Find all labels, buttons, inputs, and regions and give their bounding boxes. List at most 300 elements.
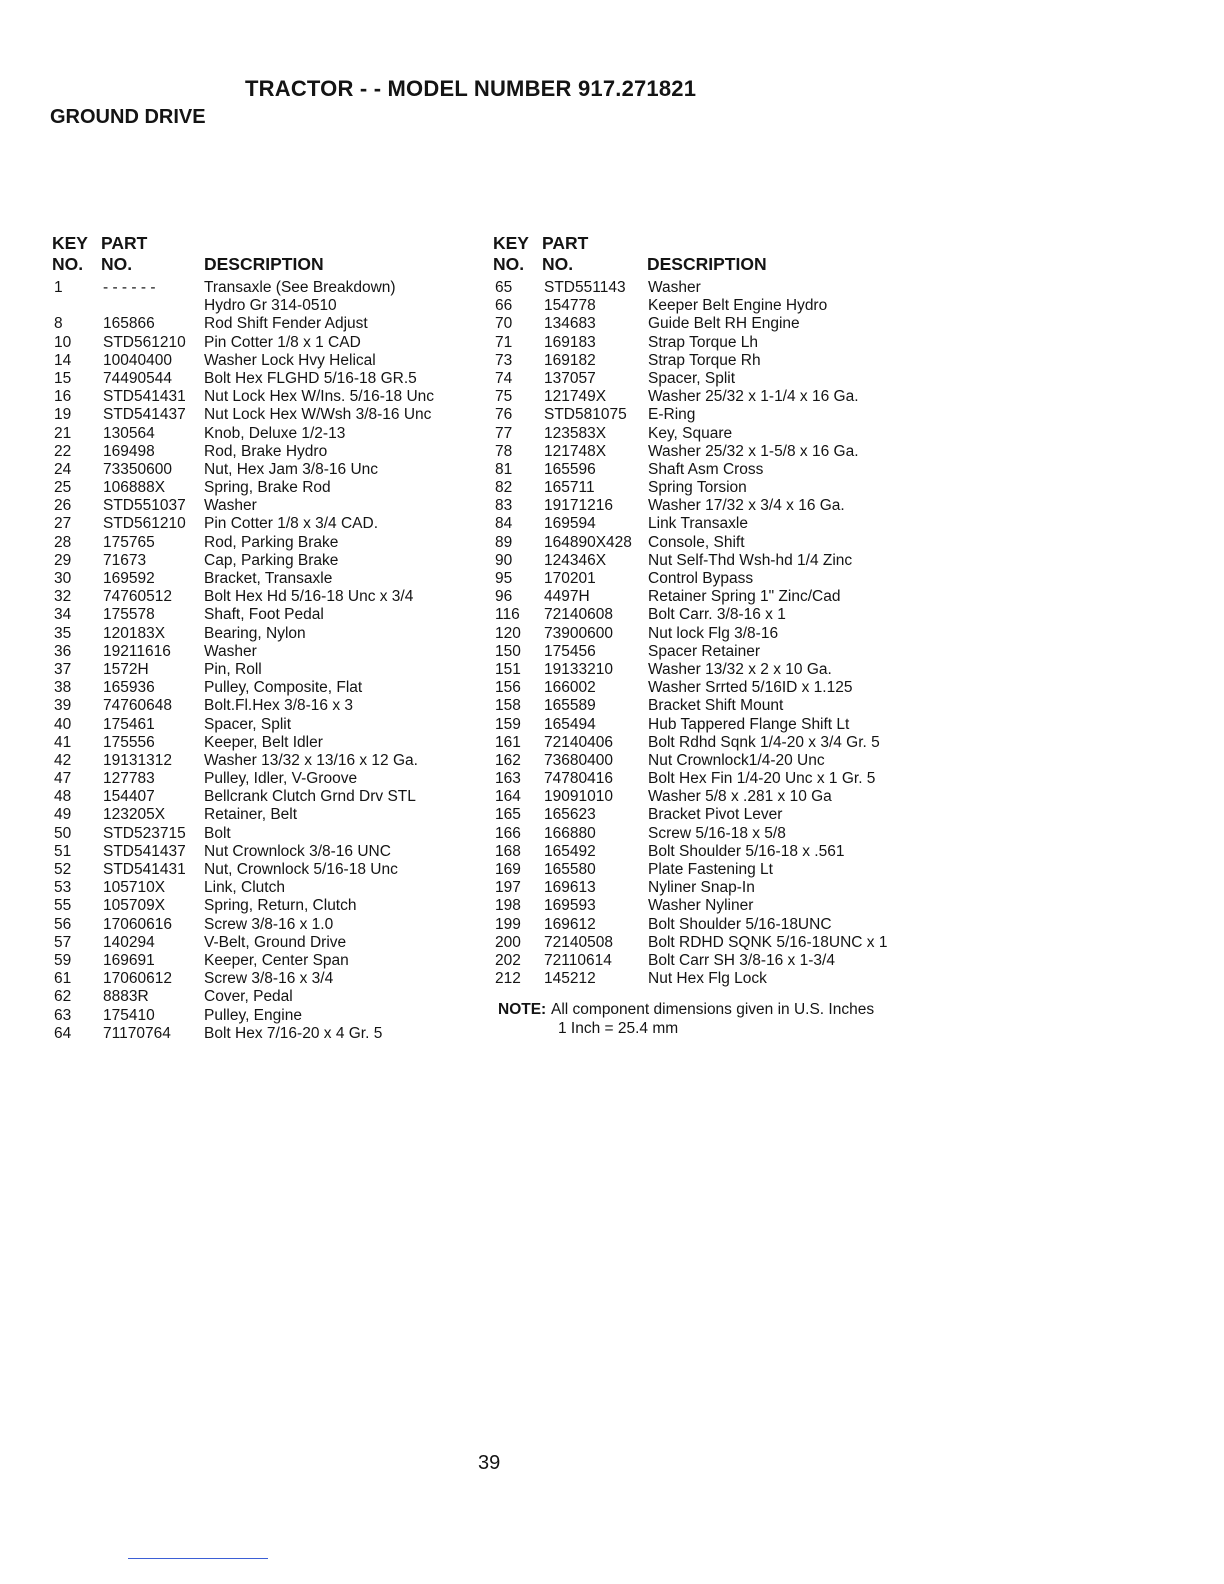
part-number: 175765 — [103, 533, 155, 551]
part-number: STD541431 — [103, 388, 186, 406]
table-row — [493, 806, 933, 824]
part-description: Bolt Hex 7/16-20 x 4 Gr. 5 — [204, 1024, 383, 1042]
key-number: 163 — [495, 770, 521, 788]
key-number: 22 — [54, 442, 72, 460]
key-number: 89 — [495, 533, 513, 551]
table-row — [52, 843, 482, 861]
key-number: 10 — [54, 333, 72, 351]
table-row — [52, 479, 482, 497]
part-number: 124346X — [544, 551, 607, 569]
part-number: 134683 — [544, 315, 596, 333]
key-number: 159 — [495, 715, 521, 733]
table-row — [52, 770, 482, 788]
key-number: 70 — [495, 315, 513, 333]
parts-table-left — [52, 233, 482, 1043]
part-number: 10040400 — [103, 351, 172, 369]
key-number: 65 — [495, 279, 513, 296]
part-description: Bolt Carr. 3/8-16 x 1 — [648, 606, 786, 624]
part-number: 166880 — [544, 824, 596, 842]
table-row — [52, 879, 482, 897]
key-number: 166 — [495, 824, 521, 842]
table-row — [52, 988, 482, 1006]
part-number: 73680400 — [544, 751, 613, 769]
part-number: 72140508 — [544, 933, 613, 951]
part-number: 169593 — [544, 897, 596, 915]
key-number: 71 — [495, 333, 513, 351]
part-number: STD581075 — [544, 406, 627, 424]
table-header — [493, 233, 933, 279]
part-number: 19091010 — [544, 788, 613, 806]
key-number: 156 — [495, 679, 521, 697]
part-description: Nut lock Flg 3/8-16 — [648, 624, 779, 642]
table-row — [493, 515, 933, 533]
key-number: 35 — [54, 624, 72, 642]
key-number: 59 — [54, 951, 72, 969]
part-number: STD541437 — [103, 842, 186, 860]
note-text: All component dimensions given in U.S. Inches — [551, 1001, 875, 1019]
table-row — [52, 806, 482, 824]
part-number: 19171216 — [544, 497, 613, 515]
key-number: 61 — [54, 970, 72, 988]
table-row — [52, 679, 482, 697]
part-number: 72140608 — [544, 606, 613, 624]
part-number: 165711 — [544, 479, 595, 497]
table-row — [52, 588, 482, 606]
part-number: 71673 — [103, 551, 147, 569]
key-number: 73 — [495, 351, 513, 369]
part-description: Screw 3/8-16 x 3/4 — [204, 970, 334, 988]
key-number: 29 — [54, 551, 72, 569]
key-number: 62 — [54, 988, 72, 1006]
note-conversion: 1 Inch = 25.4 mm — [558, 1020, 679, 1038]
key-header-top: KEY — [52, 233, 88, 253]
part-number: 175456 — [544, 642, 596, 660]
key-number: 53 — [54, 879, 72, 897]
table-row — [493, 425, 933, 443]
part-description: Nyliner Snap-In — [648, 879, 755, 897]
part-description: Pulley, Engine — [204, 1006, 302, 1024]
key-number: 40 — [54, 715, 72, 733]
part-number: STD551143 — [544, 279, 626, 296]
part-number: STD523715 — [103, 824, 186, 842]
table-row — [52, 606, 482, 624]
part-number: 145212 — [544, 970, 596, 988]
key-number: 82 — [495, 479, 513, 497]
key-number: 19 — [54, 406, 72, 424]
table-row — [52, 515, 482, 533]
part-description: Link Transaxle — [648, 515, 748, 533]
part-description: Bolt Shoulder 5/16-18 x .561 — [648, 842, 845, 860]
table-row — [52, 443, 482, 461]
part-description: Washer Nyliner — [648, 897, 754, 915]
key-number: 24 — [54, 460, 72, 478]
part-description: Screw 5/16-18 x 5/8 — [648, 824, 786, 842]
table-row — [52, 752, 482, 770]
part-number: 169613 — [544, 879, 596, 897]
part-number: 74760648 — [103, 697, 172, 715]
table-row — [493, 552, 933, 570]
part-description: Spacer, Split — [648, 369, 736, 387]
table-row — [52, 697, 482, 715]
key-header-top: KEY — [493, 233, 529, 253]
table-row — [52, 643, 482, 661]
key-number: 51 — [54, 842, 72, 860]
part-number: STD561210 — [103, 333, 186, 351]
part-number: 1572H — [103, 660, 149, 678]
table-row — [52, 425, 482, 443]
part-description: Bolt — [204, 824, 231, 842]
part-number: 74490544 — [103, 369, 172, 387]
part-number: 120183X — [103, 624, 166, 642]
part-number: 165492 — [544, 842, 596, 860]
key-number: 120 — [495, 624, 521, 642]
part-description: Washer 25/32 x 1-5/8 x 16 Ga. — [648, 442, 859, 460]
key-number: 76 — [495, 406, 513, 424]
table-row — [493, 279, 933, 297]
part-number: 73900600 — [544, 624, 613, 642]
part-description: Transaxle (See Breakdown) Hydro Gr 314-0510 — [204, 279, 396, 315]
key-number: 16 — [54, 388, 72, 406]
key-number: 26 — [54, 497, 72, 515]
part-number: 175461 — [103, 715, 155, 733]
part-description: Washer Lock Hvy Helical — [204, 351, 376, 369]
part-description: Spacer Retainer — [648, 642, 761, 660]
key-number: 21 — [54, 424, 72, 442]
table-row — [493, 679, 933, 697]
table-row — [52, 552, 482, 570]
part-description: V-Belt, Ground Drive — [204, 933, 347, 951]
part-description: Rod Shift Fender Adjust — [204, 315, 368, 333]
table-row — [52, 734, 482, 752]
table-header — [52, 233, 482, 279]
part-description: Rod, Parking Brake — [204, 533, 339, 551]
table-row — [52, 534, 482, 552]
part-description: Nut Lock Hex W/Ins. 5/16-18 Unc — [204, 388, 435, 406]
key-number: 39 — [54, 697, 72, 715]
part-number: 123583X — [544, 424, 607, 442]
part-description: Washer Srrted 5/16ID x 1.125 — [648, 679, 853, 697]
table-row — [493, 479, 933, 497]
table-row — [493, 570, 933, 588]
description-header: DESCRIPTION — [647, 254, 767, 274]
part-description: Bolt RDHD SQNK 5/16-18UNC x 1 — [648, 933, 888, 951]
dimension-note — [493, 1000, 933, 1040]
part-description: Spring, Return, Clutch — [204, 897, 357, 915]
part-number: 130564 — [103, 424, 155, 442]
table-row — [493, 770, 933, 788]
key-number: 162 — [495, 751, 521, 769]
key-number: 168 — [495, 842, 521, 860]
key-number: 25 — [54, 479, 72, 497]
part-description: Plate Fastening Lt — [648, 861, 773, 878]
part-number: STD541431 — [103, 861, 186, 879]
part-description: Link, Clutch — [204, 879, 285, 897]
table-row — [493, 861, 933, 879]
key-number: 27 — [54, 515, 72, 533]
part-number: 169182 — [544, 351, 596, 369]
part-description: Shaft, Foot Pedal — [204, 606, 324, 624]
key-number: 78 — [495, 442, 513, 460]
part-number: 169691 — [103, 951, 155, 969]
part-number: 140294 — [103, 933, 155, 951]
part-number: 106888X — [103, 479, 166, 497]
table-row — [493, 661, 933, 679]
key-number: 38 — [54, 679, 72, 697]
table-row — [493, 934, 933, 952]
part-description: Washer 13/32 x 2 x 10 Ga. — [648, 660, 832, 678]
table-row — [493, 716, 933, 734]
part-number: 105710X — [103, 879, 166, 897]
table-row — [493, 916, 933, 934]
table-row — [493, 297, 933, 315]
key-number: 165 — [495, 806, 521, 824]
part-description: Cover, Pedal — [204, 988, 293, 1006]
key-number: 96 — [495, 588, 513, 606]
part-description: Cap, Parking Brake — [204, 551, 339, 569]
parts-table-right — [493, 233, 933, 1040]
key-number: 57 — [54, 933, 72, 951]
page-number: 39 — [478, 1452, 501, 1474]
part-description: Washer — [648, 279, 701, 296]
part-number: 175410 — [103, 1006, 155, 1024]
part-number: 71170764 — [103, 1024, 171, 1042]
key-number: 64 — [54, 1024, 72, 1042]
part-number: 73350600 — [103, 460, 172, 478]
key-number: 28 — [54, 533, 72, 551]
key-number: 52 — [54, 861, 72, 879]
part-description: Bracket Pivot Lever — [648, 806, 783, 824]
table-row — [493, 643, 933, 661]
key-number: 8 — [54, 315, 63, 333]
part-number: 105709X — [103, 897, 166, 915]
table-row — [493, 497, 933, 515]
part-description: Spring Torsion — [648, 479, 747, 497]
table-row — [493, 970, 933, 988]
table-row — [52, 970, 482, 988]
table-row — [493, 752, 933, 770]
part-number: 123205X — [103, 806, 166, 824]
part-description: Nut Crownlock 3/8-16 UNC — [204, 842, 391, 860]
part-number: 169183 — [544, 333, 596, 351]
table-row — [493, 606, 933, 624]
part-description: Control Bypass — [648, 570, 754, 587]
part-number: 165596 — [544, 460, 596, 478]
part-number: 175578 — [103, 606, 155, 624]
part-description: Retainer, Belt — [204, 806, 298, 824]
part-number: 170201 — [544, 570, 596, 587]
part-number: 165936 — [103, 679, 155, 697]
key-number: 74 — [495, 369, 513, 387]
table-row — [493, 825, 933, 843]
key-number: 37 — [54, 660, 72, 678]
table-row — [52, 934, 482, 952]
parts-list-right — [493, 279, 933, 988]
part-description: Bolt Carr SH 3/8-16 x 1-3/4 — [648, 951, 835, 969]
part-description: Washer 5/8 x .281 x 10 Ga — [648, 788, 832, 806]
part-number: 165866 — [103, 315, 155, 333]
key-number: 90 — [495, 551, 513, 569]
part-number: 17060616 — [103, 915, 172, 933]
key-number: 158 — [495, 697, 521, 715]
part-description: Retainer Spring 1" Zinc/Cad — [648, 588, 841, 606]
part-description: Bracket, Transaxle — [204, 570, 333, 588]
part-number: 19133210 — [544, 660, 613, 678]
table-row — [493, 406, 933, 424]
part-description: Washer 17/32 x 3/4 x 16 Ga. — [648, 497, 845, 515]
table-row — [52, 334, 482, 352]
key-number: 32 — [54, 588, 72, 606]
table-row — [493, 388, 933, 406]
key-number: 50 — [54, 824, 72, 842]
key-header-bottom: NO. — [52, 254, 84, 274]
part-description: Bolt Hex Hd 5/16-18 Unc x 3/4 — [204, 588, 414, 606]
key-number: 63 — [54, 1006, 72, 1024]
part-description: Console, Shift — [648, 533, 745, 551]
key-number: 199 — [495, 915, 521, 933]
part-description: Bolt.Fl.Hex 3/8-16 x 3 — [204, 697, 354, 715]
table-row — [52, 897, 482, 915]
table-row — [52, 370, 482, 388]
part-description: Spring, Brake Rod — [204, 479, 331, 497]
table-row — [493, 443, 933, 461]
part-number: - - - - - - — [103, 279, 156, 296]
part-description: Nut Lock Hex W/Wsh 3/8-16 Unc — [204, 406, 432, 424]
note-label: NOTE: — [498, 1001, 547, 1019]
part-description: Spacer, Split — [204, 715, 292, 733]
footer-rule — [128, 1558, 268, 1559]
key-number: 200 — [495, 933, 521, 951]
key-number: 150 — [495, 642, 521, 660]
part-number: 121749X — [544, 388, 607, 406]
table-row — [52, 788, 482, 806]
key-number: 77 — [495, 424, 513, 442]
table-row — [493, 952, 933, 970]
key-number: 169 — [495, 861, 521, 878]
part-number: 137057 — [544, 369, 596, 387]
part-header-bottom: NO. — [101, 254, 133, 274]
part-header-top: PART — [101, 233, 148, 253]
key-number: 151 — [495, 660, 521, 678]
table-row — [493, 843, 933, 861]
table-row — [52, 861, 482, 879]
part-description: Nut, Hex Jam 3/8-16 Unc — [204, 460, 379, 478]
part-description: Washer — [204, 642, 257, 660]
part-number: STD561210 — [103, 515, 186, 533]
key-number: 34 — [54, 606, 72, 624]
part-number: STD551037 — [103, 497, 186, 515]
part-description: Bolt Rdhd Sqnk 1/4-20 x 3/4 Gr. 5 — [648, 733, 880, 751]
key-number: 197 — [495, 879, 521, 897]
part-number: 154407 — [103, 788, 155, 806]
part-number: 165494 — [544, 715, 596, 733]
part-description: E-Ring — [648, 406, 696, 424]
key-number: 56 — [54, 915, 72, 933]
key-number: 116 — [495, 606, 520, 624]
key-number: 75 — [495, 388, 513, 406]
table-row — [52, 406, 482, 424]
part-number: 74760512 — [103, 588, 172, 606]
part-description: Pin, Roll — [204, 660, 262, 678]
key-number: 198 — [495, 897, 521, 915]
part-description: Hub Tappered Flange Shift Lt — [648, 715, 850, 733]
key-number: 48 — [54, 788, 72, 806]
description-header: DESCRIPTION — [204, 254, 324, 274]
page-title: TRACTOR - - MODEL NUMBER 917.271821 — [245, 76, 697, 101]
part-number: 169612 — [544, 915, 596, 933]
part-description: Pulley, Composite, Flat — [204, 679, 363, 697]
table-row — [52, 1007, 482, 1025]
key-number: 36 — [54, 642, 72, 660]
part-number: 165623 — [544, 806, 596, 824]
table-row — [52, 1025, 482, 1043]
part-description: Washer 13/32 x 13/16 x 12 Ga. — [204, 751, 418, 769]
table-row — [493, 315, 933, 333]
key-number: 47 — [54, 770, 72, 788]
part-description: Shaft Asm Cross — [648, 460, 764, 478]
table-row — [493, 788, 933, 806]
part-description: Nut Self-Thd Wsh-hd 1/4 Zinc — [648, 551, 853, 569]
key-number: 1 — [54, 279, 63, 296]
part-number: 4497H — [544, 588, 590, 606]
part-description: Pin Cotter 1/8 x 3/4 CAD. — [204, 515, 379, 533]
part-description: Pin Cotter 1/8 x 1 CAD — [204, 333, 361, 351]
part-description: Screw 3/8-16 x 1.0 — [204, 915, 334, 933]
key-number: 41 — [54, 733, 72, 751]
table-row — [52, 497, 482, 515]
part-description: Bolt Hex FLGHD 5/16-18 GR.5 — [204, 369, 417, 387]
table-row — [493, 588, 933, 606]
part-number: 17060612 — [103, 970, 172, 988]
key-number: 66 — [495, 297, 513, 315]
key-number: 81 — [495, 460, 513, 478]
table-row — [493, 879, 933, 897]
part-number: STD541437 — [103, 406, 186, 424]
part-number: 169592 — [103, 570, 155, 588]
part-number: 72110614 — [544, 951, 612, 969]
part-header-top: PART — [542, 233, 589, 253]
part-description: Keeper, Center Span — [204, 951, 349, 969]
table-row — [493, 370, 933, 388]
part-description: Washer 25/32 x 1-1/4 x 16 Ga. — [648, 388, 859, 406]
part-description: Bellcrank Clutch Grnd Drv STL — [204, 788, 416, 806]
part-description: Bearing, Nylon — [204, 624, 306, 642]
part-description: Key, Square — [648, 424, 733, 442]
table-row — [52, 570, 482, 588]
table-row — [52, 352, 482, 370]
table-row — [493, 461, 933, 479]
key-number: 83 — [495, 497, 513, 515]
part-description: Nut Crownlock1/4-20 Unc — [648, 751, 825, 769]
part-description: Bolt Hex Fin 1/4-20 Unc x 1 Gr. 5 — [648, 770, 876, 788]
part-description: Knob, Deluxe 1/2-13 — [204, 424, 346, 442]
part-number: 127783 — [103, 770, 155, 788]
part-description: Washer — [204, 497, 257, 515]
key-number: 55 — [54, 897, 72, 915]
key-number: 42 — [54, 751, 72, 769]
part-number: 164890X428 — [544, 533, 632, 551]
table-row — [52, 315, 482, 333]
part-description: Strap Torque Rh — [648, 351, 761, 369]
part-number: 165589 — [544, 697, 596, 715]
part-description: Rod, Brake Hydro — [204, 442, 328, 460]
table-row — [493, 697, 933, 715]
part-number: 72140406 — [544, 733, 613, 751]
part-description: Pulley, Idler, V-Groove — [204, 770, 358, 788]
part-number: 154778 — [544, 297, 596, 315]
table-row — [493, 334, 933, 352]
table-row — [493, 534, 933, 552]
part-number: 169594 — [544, 515, 596, 533]
